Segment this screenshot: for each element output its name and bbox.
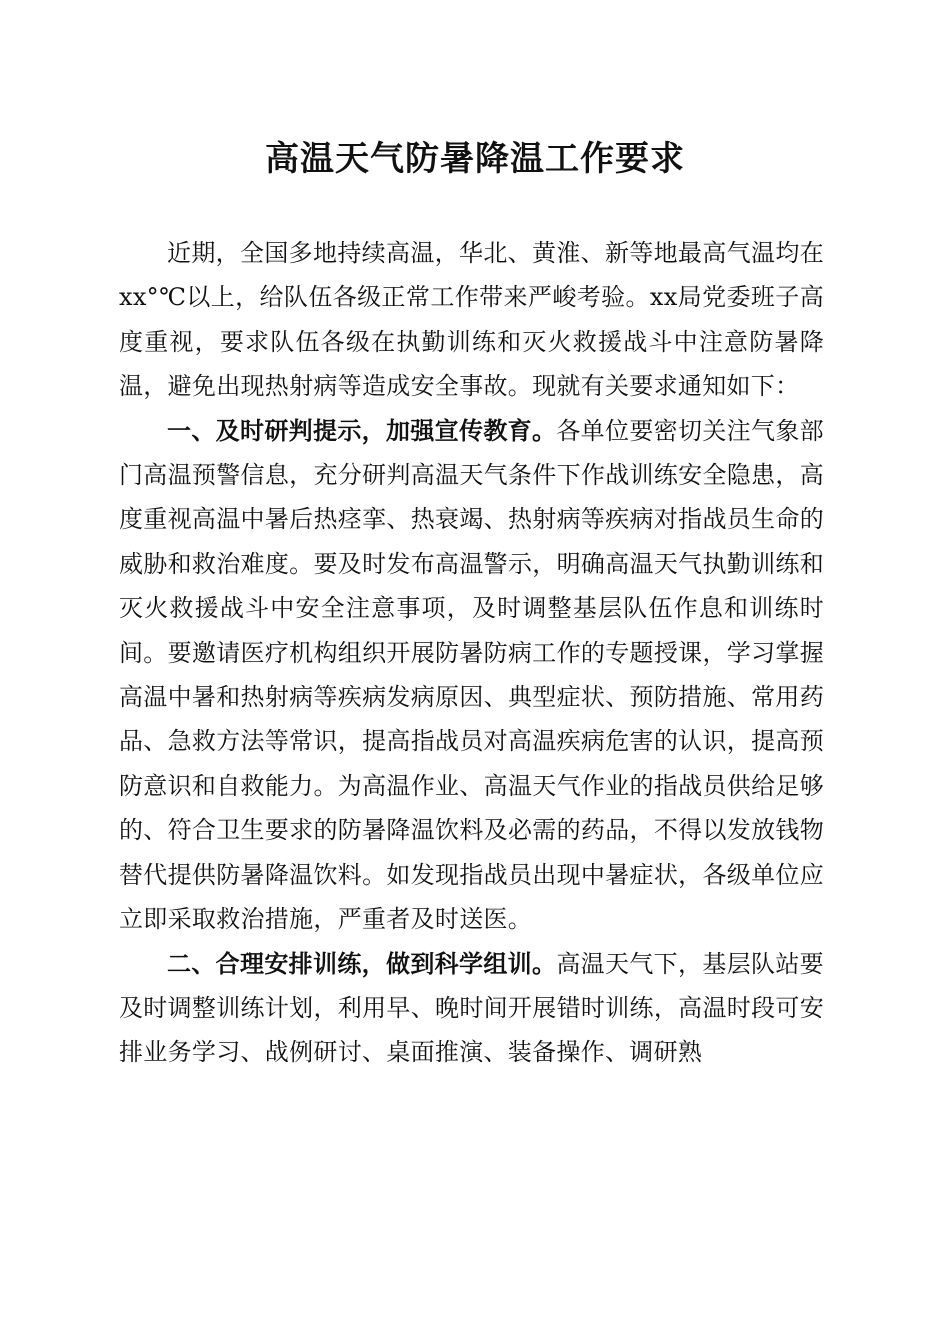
section-1-paragraph (119, 409, 824, 942)
section-2-paragraph (119, 942, 824, 1075)
section-2-text: 高温天气下，基层队站要及时调整训练计划，利用早、晚时间开展错时训练，高温时段可安排业务学习、战例研讨、桌面推演、装备操作、调研熟 (119, 949, 824, 1067)
document-body (119, 231, 824, 1075)
intro-paragraph-text: 近期，全国多地持续高温，华北、黄淮、新等地最高气温均在xx°℃以上，给队伍各级正常工作带来严峻考验。xx局党委班子高度重视，要求队伍各级在执勤训练和灭火救援战斗中注意防暑降温，避免出现热射病等造成安全事故。现就有关要求通知如下： (119, 239, 824, 401)
document-title: 高温天气防暑降温工作要求 (265, 139, 685, 179)
section-1-text: 各单位要密切关注气象部门高温预警信息，充分研判高温天气条件下作战训练安全隐患，高度重视高温中暑后热痉挛、热衰竭、热射病等疾病对指战员生命的威胁和救治难度。要及时发布高温警示，明确高温天气执勤训练和灭火救援战斗中安全注意事项，及时调整基层队伍作息和训练时间。要邀请医疗机构组织开展防暑防病工作的专题授课，学习掌握高温中暑和热射病等疾病发病原因、典型症状、预防措施、常用药品、急救方法等常识，提高指战员对高温疾病危害的认识，提高预防意识和自救能力。为高温作业、高温天气作业的指战员供给足够的、符合卫生要求的防暑降温饮料及必需的药品，不得以发放钱物替代提供防暑降温饮料。如发现指战员出现中暑症状，各级单位应立即采取救治措施，严重者及时送医。 (119, 416, 824, 934)
section-2-heading: 二、合理安排训练，做到科学组训。 (167, 948, 557, 978)
intro-paragraph (119, 231, 824, 409)
section-1-heading: 一、及时研判提示，加强宣传教育。 (167, 415, 557, 445)
